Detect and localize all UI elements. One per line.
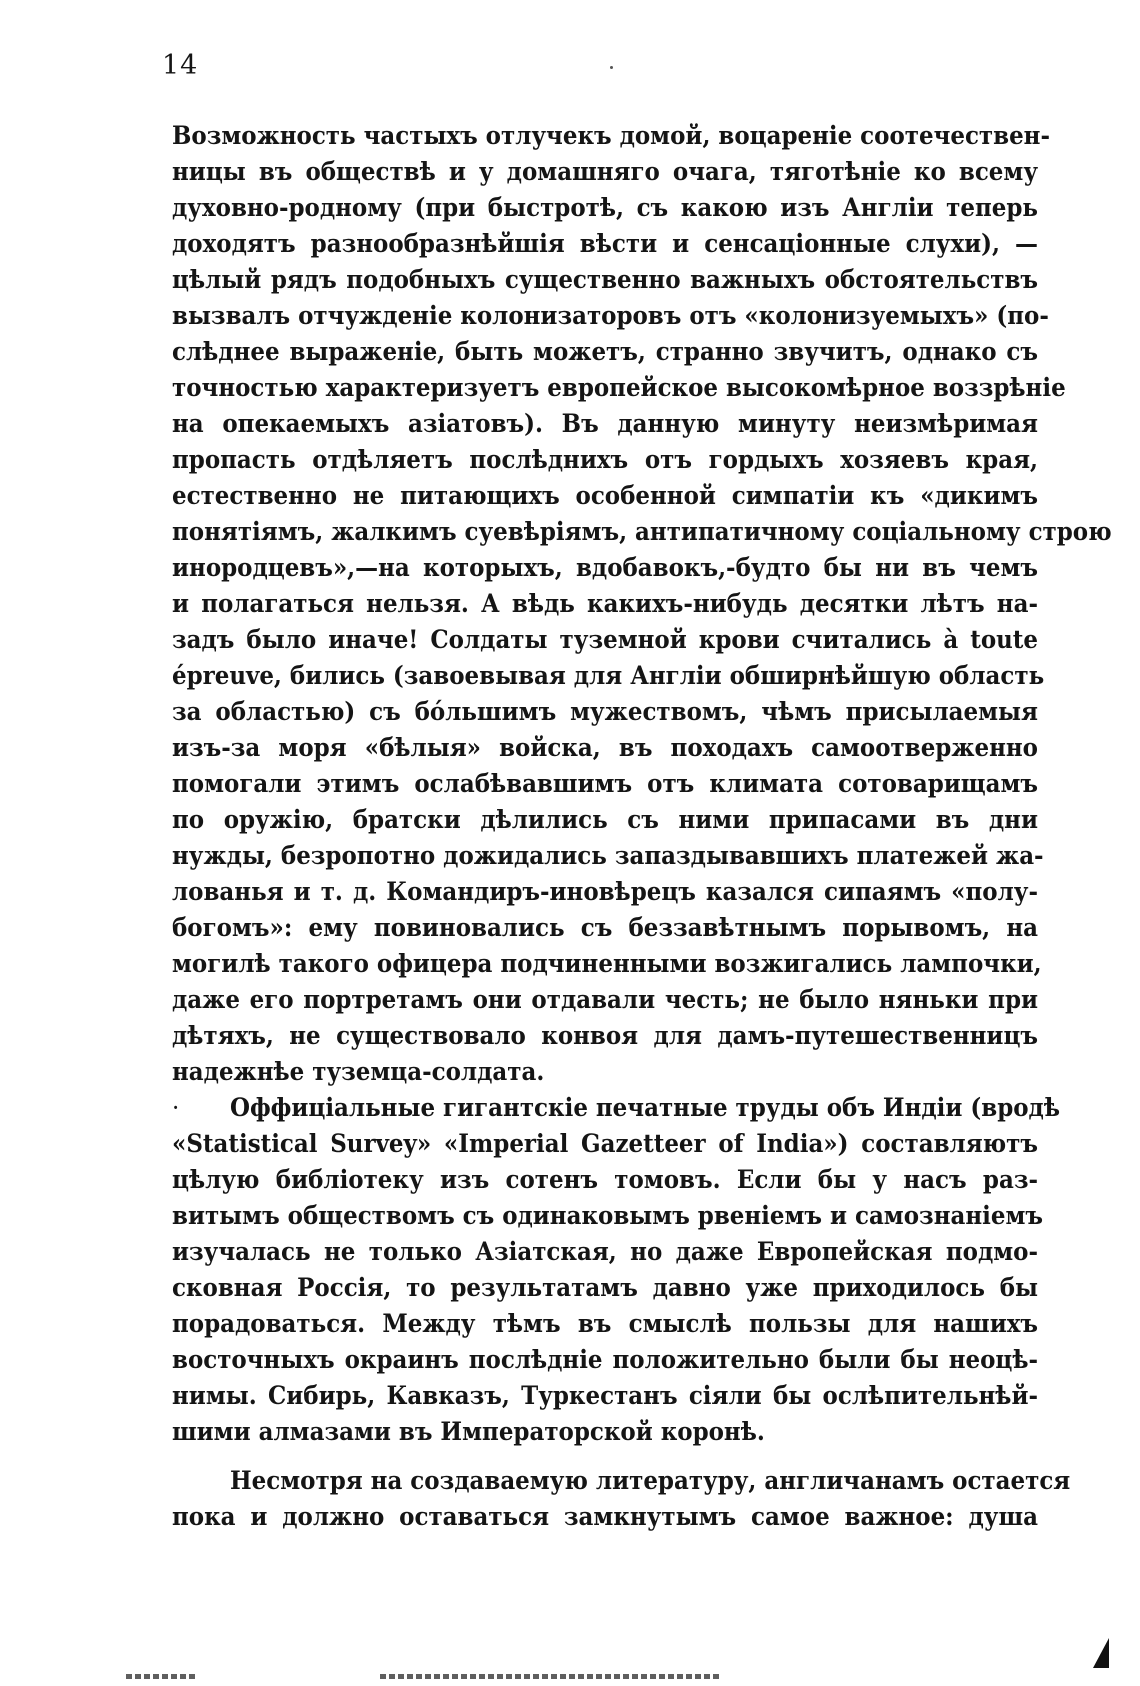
text-line: даже его портретамъ они отдавали честь; не было няньки при — [172, 985, 1038, 1015]
text-line: épreuve, бились (завоевывая для Англіи обширнѣйшую область — [172, 661, 1045, 691]
text-line: духовно-родному (при быстротѣ, съ какою изъ Англіи теперь — [172, 193, 1038, 223]
body-text — [172, 118, 1112, 1535]
text-line: точностью характеризуетъ европейское высокомѣрное воззрѣніе — [172, 373, 1066, 403]
text-line: сковная Россія, то результатамъ давно уже приходилось бы — [172, 1273, 1038, 1303]
text-line: вызвалъ отчужденіе колонизаторовъ отъ «колонизуемыхъ» (по- — [172, 301, 1049, 331]
text-line — [172, 1090, 1060, 1126]
text-line: надежнѣе туземца-солдата. — [172, 1057, 545, 1087]
paragraph-2 — [172, 1090, 1060, 1450]
text-line: лованья и т. д. Командиръ-иновѣрецъ казался сипаямъ «полу- — [172, 877, 1038, 907]
text-line: пока и должно оставаться замкнутымъ самое важное: душа — [172, 1502, 1038, 1532]
print-speck — [610, 66, 613, 69]
text-line: нимы. Сибирь, Кавказъ, Туркестанъ сіяли бы ослѣпительнѣй- — [172, 1381, 1038, 1411]
text-line: по оружію, братски дѣлились съ ними припасами въ дни — [172, 805, 1038, 835]
text-line: дѣтяхъ, не существовало конвоя для дамъ-путешественницъ — [172, 1021, 1038, 1051]
text-line: порадоваться. Между тѣмъ въ смыслѣ пользы для нашихъ — [172, 1309, 1038, 1339]
text-line: инородцевъ»,—на которыхъ, вдобавокъ,-будто бы ни въ чемъ — [172, 553, 1038, 583]
text-line: витымъ обществомъ съ одинаковымъ рвеніемъ и самознаніемъ — [172, 1201, 1043, 1231]
scan-edge-mark — [380, 1674, 720, 1679]
text-line: пропасть отдѣляетъ послѣднихъ отъ гордыхъ хозяевъ края, — [172, 445, 1038, 475]
text-line: «Statistical Survey» «Imperial Gazetteer of India») составляютъ — [172, 1129, 1038, 1159]
text-line: восточныхъ окраинъ послѣдніе положительно были бы неоцѣ- — [172, 1345, 1038, 1375]
text-line: доходятъ разнообразнѣйшія вѣсти и сенсаціонные слухи), — — [172, 229, 1038, 259]
text-line: цѣлую библіотеку изъ сотенъ томовъ. Если бы у насъ раз- — [172, 1165, 1038, 1195]
text-line: помогали этимъ ослабѣвавшимъ отъ климата сотоварищамъ — [172, 769, 1038, 799]
paragraph-3 — [172, 1463, 1071, 1535]
text-line: естественно не питающихъ особенной симпатіи къ «дикимъ — [172, 481, 1038, 511]
paragraph-gap — [172, 1450, 1038, 1463]
scan-edge-mark — [126, 1674, 196, 1679]
text-line: ницы въ обществѣ и у домашняго очага, тяготѣніе ко всему — [172, 157, 1038, 187]
scan-corner-mark — [1093, 1638, 1109, 1668]
paragraph-1 — [172, 118, 1112, 1090]
text-line: изъ-за моря «бѣлыя» войска, въ походахъ самоотверженно — [172, 733, 1038, 763]
text-line: понятіямъ, жалкимъ суевѣріямъ, антипатичному соціальному строю — [172, 517, 1112, 547]
text-line-content: Оффиціальные гигантскіе печатные труды объ Индіи (вродѣ — [230, 1093, 1060, 1123]
text-line: слѣднее выраженіе, быть можетъ, странно звучитъ, однако съ — [172, 337, 1038, 367]
text-line: и полагаться нельзя. А вѣдь какихъ-нибудь десятки лѣтъ на- — [172, 589, 1038, 619]
text-line: на опекаемыхъ азіатовъ). Въ данную минуту неизмѣримая — [172, 409, 1038, 439]
text-line: шими алмазами въ Императорской коронѣ. — [172, 1417, 765, 1447]
text-line: задъ было иначе! Солдаты туземной крови считались à toute — [172, 625, 1038, 655]
page-number: 14 — [162, 50, 199, 81]
text-line: могилѣ такого офицера подчиненными возжигались лампочки, — [172, 949, 1042, 979]
text-line: изучалась не только Азіатская, но даже Европейская подмо- — [172, 1237, 1038, 1267]
text-line: Возможность частыхъ отлучекъ домой, воцареніе соотечествен- — [172, 121, 1050, 151]
text-line: за областью) съ бóльшимъ мужествомъ, чѣмъ присылаемыя — [172, 697, 1038, 727]
text-line: цѣлый рядъ подобныхъ существенно важныхъ обстоятельствъ — [172, 265, 1038, 295]
text-line: Несмотря на создаваемую литературу, англичанамъ остается — [230, 1466, 1071, 1496]
text-line: богомъ»: ему повиновались съ беззавѣтнымъ порывомъ, на — [172, 913, 1038, 943]
paragraph-bullet: · — [172, 1093, 180, 1123]
text-line: нужды, безропотно дожидались запаздывавшихъ платежей жа- — [172, 841, 1044, 871]
